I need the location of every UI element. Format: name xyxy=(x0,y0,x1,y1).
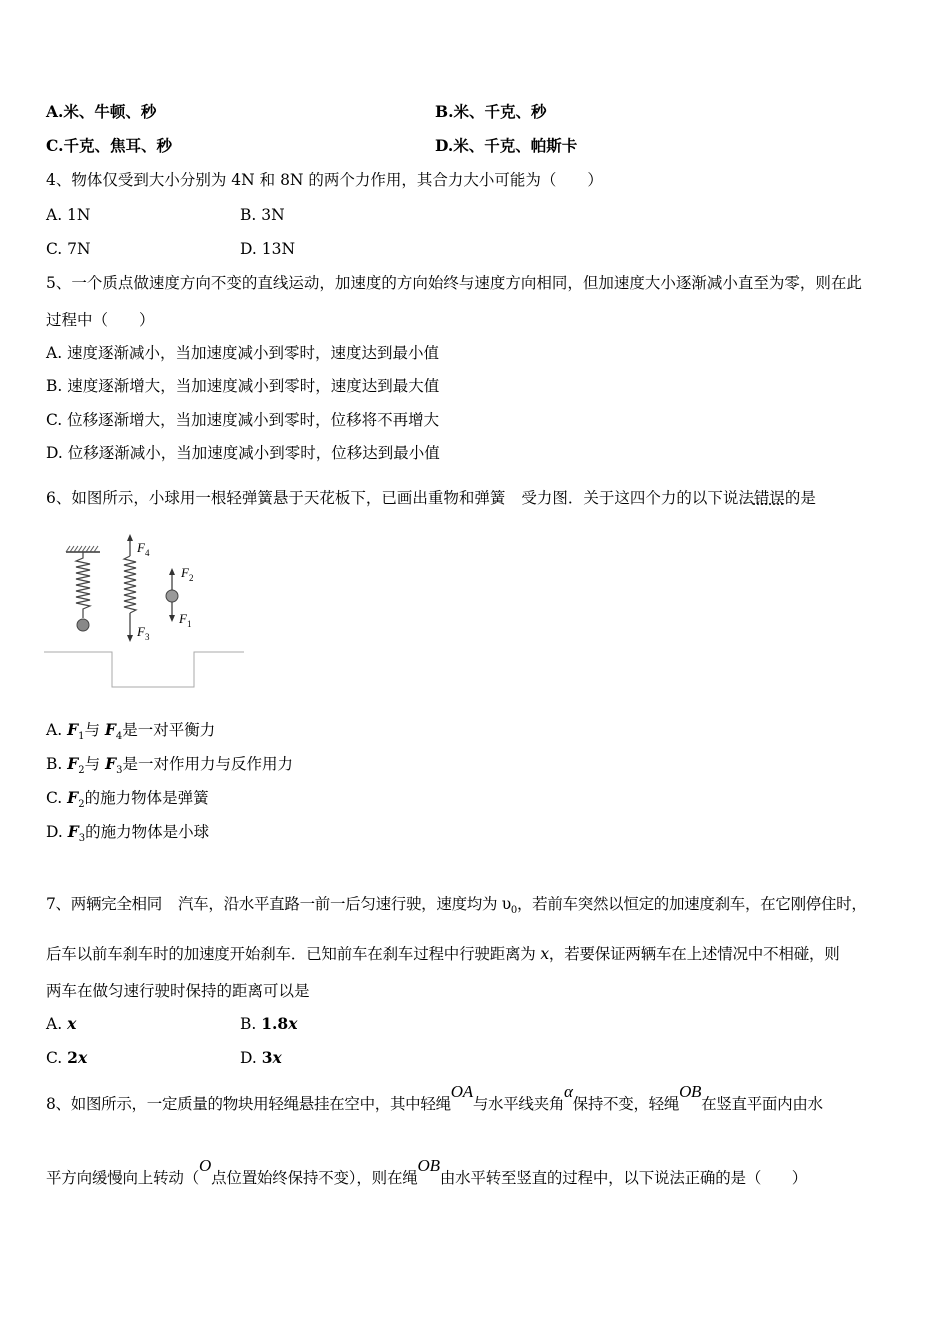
label-f4: F xyxy=(137,540,145,555)
q7-stem-line1: 7、两辆完全相同 汽车，沿水平直路一前一后匀速行驶，速度均为 $\upsilon_0$，若前车突然以恒定的加速度刹车，在它刚停住时， xyxy=(46,895,867,917)
q7-stem-line3: 两车在做匀速行驶时保持的距离可以是 xyxy=(46,982,310,1000)
label-f1: F xyxy=(179,611,187,626)
q8-stem-line2: 平方向缓慢向上转动（O点位置始终保持不变），则在绳OB由水平转至竖直的过程中，以下说法正确的是（ ） xyxy=(46,1156,808,1187)
q3-option-a: A.米、牛顿、秒 xyxy=(46,102,157,121)
q5-stem-line2: 过程中（ ） xyxy=(46,311,155,329)
math-ob2: OB xyxy=(417,1156,440,1175)
q5-option-c: C. 位移逐渐增大，当加速度减小到零时，位移将不再增大 xyxy=(46,411,440,429)
ball-free-body xyxy=(166,590,178,602)
q5-stem-line1: 5、一个质点做速度方向不变的直线运动，加速度的方向始终与速度方向相同，但加速度大小逐渐减小直至为零，则在此 xyxy=(46,274,862,292)
math-o: O xyxy=(199,1156,212,1175)
q6-option-c: C. $F_2$的施力物体是弹簧 xyxy=(46,788,209,811)
label-f3: F xyxy=(137,624,145,639)
spring-free-body xyxy=(124,556,136,613)
label-f2-sub: 2 xyxy=(189,573,194,583)
math-ob: OB xyxy=(679,1082,702,1101)
label-f1-sub: 1 xyxy=(187,619,192,629)
q4-option-d: D. 13N xyxy=(240,240,296,258)
spring-force-diagram xyxy=(44,528,246,690)
q7-option-c: C. 2x xyxy=(46,1048,88,1067)
q3-option-c: C.千克、焦耳、秒 xyxy=(46,136,172,155)
q6-option-d: D. $F_3$的施力物体是小球 xyxy=(46,822,210,845)
math-alpha: α xyxy=(564,1082,573,1101)
q3-option-b: B.米、千克、秒 xyxy=(435,102,547,121)
q5-option-b: B. 速度逐渐增大，当加速度减小到零时，速度达到最大值 xyxy=(46,377,440,395)
q3-option-d: D.米、千克、帕斯卡 xyxy=(435,136,578,155)
spring-with-ball xyxy=(76,552,90,618)
q6-stem: 6、如图所示，小球用一根轻弹簧悬于天花板下，已画出重物和弹簧 受力图．关于这四个力的以下说法错误的是 xyxy=(46,489,816,507)
label-f2: F xyxy=(181,565,189,580)
q7-option-b: B. 1.8x xyxy=(240,1014,298,1033)
q8-stem-line1: 8、如图所示，一定质量的物块用轻绳悬挂在空中，其中轻绳OA与水平线夹角α保持不变，轻绳OB在竖直平面内由水 xyxy=(46,1082,823,1113)
q4-option-c: C. 7N xyxy=(46,240,91,258)
q7-option-d: D. 3x xyxy=(240,1048,282,1067)
emphasized-word: 错误 xyxy=(753,489,785,507)
q4-option-b: B. 3N xyxy=(240,206,285,224)
ball xyxy=(77,619,89,631)
q4-option-a: A. 1N xyxy=(46,206,91,224)
q6-option-a: A. $F_1$与 $F_4$是一对平衡力 xyxy=(46,720,216,743)
math-oa: OA xyxy=(450,1082,473,1101)
q7-stem-line2: 后车以前车刹车时的加速度开始刹车．已知前车在刹车过程中行驶距离为 x，若要保证两辆车在上述情况中不相碰，则 xyxy=(46,945,840,963)
q6-option-b: B. $F_2$与 $F_3$是一对作用力与反作用力 xyxy=(46,754,293,777)
q4-stem: 4、物体仅受到大小分别为 4N 和 8N 的两个力作用，其合力大小可能为（ ） xyxy=(46,171,603,189)
label-f4-sub: 4 xyxy=(145,548,150,558)
q7-option-a: A. x xyxy=(46,1014,77,1033)
label-f3-sub: 3 xyxy=(145,632,150,642)
q5-option-d: D. 位移逐渐减小，当加速度减小到零时，位移达到最小值 xyxy=(46,444,440,462)
q5-option-a: A. 速度逐渐减小，当加速度减小到零时，速度达到最小值 xyxy=(46,344,440,362)
